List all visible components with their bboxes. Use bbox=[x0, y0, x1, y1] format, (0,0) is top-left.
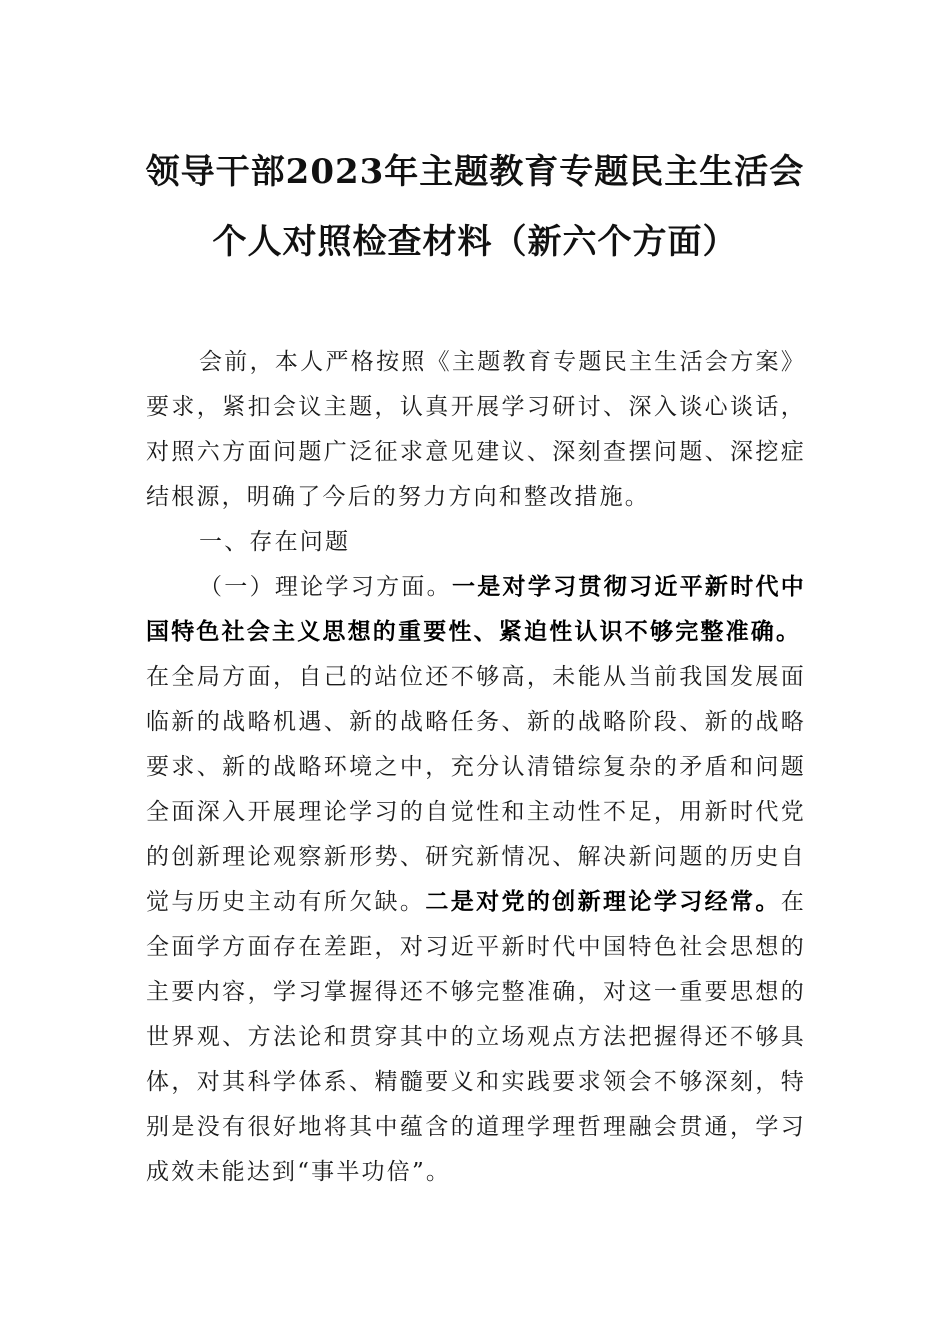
intro-line: 对照六方面问题广泛征求意见建议、深刻查摆问题、深挖症 bbox=[146, 439, 806, 465]
intro-line: 会前，本人严格按照《主题教育专题民主生活会方案》 bbox=[199, 349, 806, 375]
body-text: 在 bbox=[780, 889, 806, 915]
body-line: 的创新理论观察新形势、研究新情况、解决新问题的历史自 bbox=[146, 844, 806, 870]
body-line: 全面学方面存在差距，对习近平新时代中国特色社会思想的 bbox=[146, 934, 806, 960]
body-line: 世界观、方法论和贯穿其中的立场观点方法把握得还不够具 bbox=[146, 1024, 806, 1050]
body-line bbox=[199, 567, 806, 607]
intro-line: 结根源，明确了今后的努力方向和整改措施。 bbox=[146, 484, 650, 510]
body-line: 主要内容，学习掌握得还不够完整准确，对这一重要思想的 bbox=[146, 979, 806, 1005]
body-line: 别是没有很好地将其中蕴含的道理学理哲理融会贯通，学习 bbox=[146, 1114, 806, 1140]
subsection-label: （一）理论学习方面。 bbox=[199, 574, 452, 600]
body-line: 全面深入开展理论学习的自觉性和主动性不足，用新时代党 bbox=[146, 799, 806, 825]
body-line: 成效未能达到“事半功倍”。 bbox=[146, 1159, 452, 1185]
intro-line: 要求，紧扣会议主题，认真开展学习研讨、深入谈心谈话， bbox=[146, 394, 806, 420]
bold-point: 二是对党的创新理论学习经常。 bbox=[425, 888, 781, 915]
section-heading: 一、存在问题 bbox=[199, 529, 351, 555]
document-title-line-1: 领导干部2023年主题教育专题民主生活会 bbox=[145, 152, 805, 192]
body-line: 体，对其科学体系、精髓要义和实践要求领会不够深刻，特 bbox=[146, 1069, 806, 1095]
bold-line: 国特色社会主义思想的重要性、紧迫性认识不够完整准确。 bbox=[146, 618, 802, 645]
body-line bbox=[146, 882, 806, 922]
document-title-line-2: 个人对照检查材料（新六个方面） bbox=[212, 222, 738, 262]
bold-point: 一是对学习贯彻习近平新时代中 bbox=[451, 573, 806, 600]
body-line: 在全局方面，自己的站位还不够高，未能从当前我国发展面 bbox=[146, 664, 806, 690]
body-line: 要求、新的战略环境之中，充分认清错综复杂的矛盾和问题 bbox=[146, 754, 806, 780]
body-text: 觉与历史主动有所欠缺。 bbox=[146, 889, 426, 915]
body-line: 临新的战略机遇、新的战略任务、新的战略阶段、新的战略 bbox=[146, 709, 806, 735]
